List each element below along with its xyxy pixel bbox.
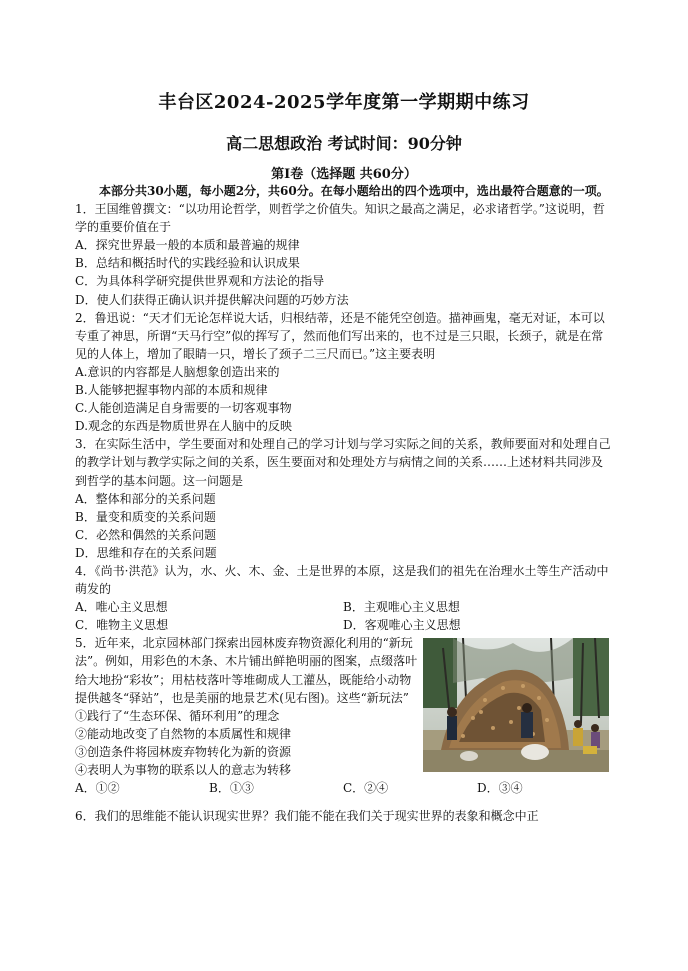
- question-5-option-d: D．③④: [477, 781, 523, 796]
- question-5-stem: 5．近年来，北京园林部门探索出园林废弃物资源化利用的“新玩法”。例如，用彩色的木条、木片铺出鲜艳明丽的图案，点缀落叶给大地扮“彩妆”；用枯枝落叶等堆砌成人工灌丛，既能给小动物提供越冬“驿站”，也是美丽的地景艺术(见右图)。这些“新玩法”: [75, 636, 418, 705]
- question-4-stem: 4．《尚书·洪范》认为，水、火、木、金、土是世界的本原，这是我们的祖先在治理水土等生产活动中萌发的: [75, 563, 609, 597]
- question-2-option-a: A.意识的内容都是人脑想象创造出来的: [75, 364, 280, 379]
- question-4-option-b: B．主观唯心主义思想: [343, 600, 460, 615]
- question-content: [75, 182, 611, 825]
- question-4-option-c: C．唯物主义思想: [75, 618, 169, 633]
- question-5-text: [75, 634, 420, 779]
- question-4-options-row-1: [75, 598, 611, 616]
- question-4-option-a: A．唯心主义思想: [75, 600, 168, 615]
- question-2-option-b: B.人能够把握事物内部的本质和规律: [75, 383, 268, 398]
- question-5-options: [75, 779, 611, 797]
- question-5-item-1: ①践行了“生态环保、循环利用”的理念: [75, 708, 280, 723]
- question-3-option-a: A．整体和部分的关系问题: [75, 491, 216, 506]
- question-4-options-row-2: [75, 616, 611, 634]
- question-3-option-b: B．量变和质变的关系问题: [75, 509, 216, 524]
- question-1-option-c: C．为具体科学研究提供世界观和方法论的指导: [75, 274, 325, 289]
- question-5-option-a: A．①②: [75, 781, 120, 796]
- question-5-item-2: ②能动地改变了自然物的本质属性和规律: [75, 726, 292, 741]
- question-1-option-a: A．探究世界最一般的本质和最普遍的规律: [75, 238, 300, 253]
- question-4-option-d: D．客观唯心主义思想: [343, 618, 461, 633]
- question-3-option-d: D．思维和存在的关系问题: [75, 545, 217, 560]
- question-2-stem: 2．鲁迅说：“天才们无论怎样说大话，归根结蒂，还是不能凭空创造。描神画鬼，毫无对证，本可以专重了神思，所谓“天马行空”似的挥写了，然而他们写出来的，也不过是三只眼，长颈子，就是在常见的人体上，增加了眼睛一只，增长了颈子二三尺而已。”这主要表明: [75, 310, 605, 361]
- question-5-option-c: C．②④: [343, 781, 389, 796]
- question-6-stem: 6．我们的思维能不能认识现实世界？我们能不能在我们关于现实世界的表象和概念中正: [75, 809, 539, 824]
- question-2-option-c: C.人能创造满足自身需要的一切客观事物: [75, 401, 292, 416]
- leaf-shelter-photo: [423, 638, 609, 772]
- exam-subtitle: 高二思想政治 考试时间：90分钟: [226, 134, 462, 153]
- question-3-option-c: C．必然和偶然的关系问题: [75, 527, 217, 542]
- question-3-stem: 3．在实际生活中，学生要面对和处理自己的学习计划与学习实际之间的关系，教师要面对和处理自己的教学计划与教学实际之间的关系，医生要面对和处理处方与病情之间的关系……上述材料共同涉及到哲学的基本问题。这一问题是: [75, 437, 611, 488]
- question-1-option-d: D．使人们获得正确认识并提供解决问题的巧妙方法: [75, 292, 349, 307]
- instructions: 本部分共30小题，每小题2分，共60分。在每小题给出的四个选项中，选出最符合题意的一项。: [99, 184, 609, 198]
- question-5-item-4: ④表明人为事物的联系以人的意志为转移: [75, 763, 292, 777]
- question-2-option-d: D.观念的东西是物质世界在人脑中的反映: [75, 419, 293, 434]
- question-5: [75, 634, 611, 779]
- question-1-option-b: B．总结和概括时代的实践经验和认识成果: [75, 256, 300, 271]
- question-5-item-3: ③创造条件将园林废弃物转化为新的资源: [75, 744, 292, 759]
- question-1-stem: 1．王国维曾撰文：“以功用论哲学，则哲学之价值失。知识之最高之满足，必求诸哲学。”这说明，哲学的重要价值在于: [75, 202, 605, 235]
- exam-title: 丰台区2024-2025学年度第一学期期中练习: [158, 92, 530, 113]
- question-5-option-b: B．①③: [209, 781, 254, 796]
- section-heading: 第Ⅰ卷（选择题 共60分）: [271, 167, 417, 182]
